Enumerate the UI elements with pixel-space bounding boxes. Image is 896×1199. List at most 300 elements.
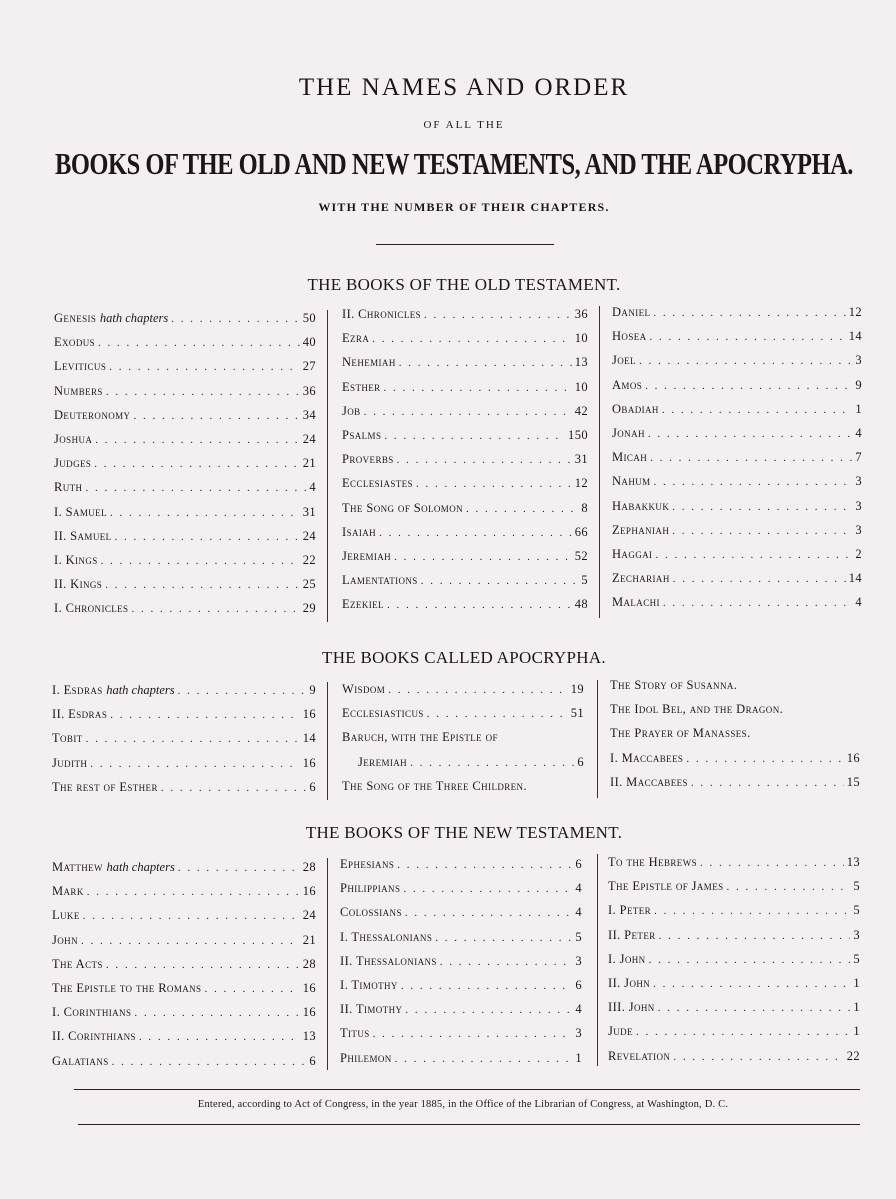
book-name: II. Corinthians bbox=[52, 1029, 136, 1044]
chapter-count: 9 bbox=[855, 377, 862, 392]
dot-leader bbox=[101, 555, 300, 567]
book-row bbox=[54, 601, 316, 617]
book-entry bbox=[342, 501, 466, 516]
dot-leader bbox=[648, 428, 852, 440]
dot-leader bbox=[399, 357, 572, 369]
book-entry bbox=[342, 597, 387, 612]
dot-leader bbox=[424, 309, 572, 321]
book-entry bbox=[608, 976, 653, 991]
book-row bbox=[612, 474, 862, 490]
book-row bbox=[52, 731, 316, 747]
chapter-count: 24 bbox=[302, 432, 316, 446]
book-name: I. Samuel bbox=[54, 504, 107, 519]
chapter-count: 4 bbox=[575, 905, 582, 920]
book-row bbox=[612, 547, 862, 563]
chapter-count: 24 bbox=[302, 908, 316, 923]
book-name: Exodus bbox=[54, 335, 96, 350]
heading-line-2: OF ALL THE bbox=[423, 119, 505, 131]
book-name: II. Timothy bbox=[340, 1002, 403, 1017]
book-name: Hosea bbox=[612, 329, 647, 344]
book-name: Isaiah bbox=[342, 524, 377, 539]
book-entry bbox=[608, 952, 649, 967]
dot-leader bbox=[440, 956, 573, 968]
dot-leader bbox=[85, 482, 306, 494]
book-entry bbox=[610, 678, 740, 693]
book-entry bbox=[342, 755, 410, 770]
book-entry bbox=[52, 683, 178, 698]
book-entry bbox=[54, 553, 101, 568]
book-entry bbox=[52, 780, 161, 795]
chapter-count: 15 bbox=[846, 774, 860, 789]
book-entry bbox=[52, 1054, 112, 1069]
book-entry bbox=[342, 452, 397, 467]
book-row bbox=[54, 432, 316, 448]
book-row bbox=[340, 1002, 582, 1018]
book-row bbox=[342, 404, 588, 420]
chapter-count: 29 bbox=[302, 601, 316, 616]
book-name: I. Kings bbox=[54, 553, 98, 567]
dot-leader bbox=[686, 753, 843, 765]
book-entry bbox=[52, 1005, 134, 1020]
book-row bbox=[608, 1049, 860, 1065]
book-name: Philippians bbox=[340, 881, 401, 896]
book-name: John bbox=[52, 932, 78, 947]
book-row bbox=[612, 329, 862, 345]
book-entry bbox=[54, 311, 171, 326]
book-entry bbox=[612, 329, 650, 344]
chapter-count: 12 bbox=[848, 305, 862, 319]
dot-leader bbox=[397, 454, 572, 466]
dot-leader bbox=[178, 862, 300, 874]
book-name: Colossians bbox=[340, 905, 402, 920]
dot-leader bbox=[131, 603, 299, 615]
chapter-count: 5 bbox=[575, 929, 582, 944]
book-entry bbox=[342, 730, 501, 745]
dot-leader bbox=[83, 910, 300, 922]
chapter-count: 24 bbox=[302, 528, 316, 543]
footer-rule-top bbox=[74, 1089, 860, 1090]
book-row bbox=[54, 553, 316, 569]
dot-leader bbox=[395, 1053, 573, 1065]
book-name: Jeremiah bbox=[358, 754, 408, 769]
book-row bbox=[608, 903, 860, 919]
book-name: II. John bbox=[608, 976, 651, 990]
book-row bbox=[342, 428, 588, 444]
book-row bbox=[342, 706, 584, 722]
book-row bbox=[342, 597, 588, 613]
chapter-count: 4 bbox=[309, 480, 316, 495]
book-entry bbox=[342, 428, 384, 443]
book-name: Ecclesiastes bbox=[342, 476, 413, 491]
chapter-count: 3 bbox=[575, 953, 582, 968]
book-name: Jeremiah bbox=[342, 549, 392, 563]
book-row bbox=[340, 930, 582, 946]
dot-leader bbox=[204, 983, 299, 995]
chapter-count: 4 bbox=[575, 1002, 582, 1017]
book-name: Obadiah bbox=[612, 401, 659, 416]
book-entry bbox=[342, 380, 384, 395]
book-name: Haggai bbox=[612, 547, 653, 561]
chapter-count: 16 bbox=[302, 707, 316, 722]
book-entry bbox=[612, 353, 639, 368]
dot-leader bbox=[672, 501, 852, 513]
book-row bbox=[342, 755, 584, 771]
dot-leader bbox=[81, 935, 300, 947]
chapter-count: 5 bbox=[853, 879, 860, 894]
book-row bbox=[52, 756, 316, 772]
book-entry bbox=[612, 426, 648, 441]
book-name: Ezekiel bbox=[342, 597, 384, 612]
book-name: Leviticus bbox=[54, 359, 107, 374]
book-name: Mark bbox=[52, 884, 84, 899]
chapter-count: 36 bbox=[574, 307, 588, 321]
book-name: Esther bbox=[342, 379, 381, 394]
book-entry bbox=[342, 779, 530, 794]
book-row bbox=[608, 1024, 860, 1040]
book-row bbox=[52, 1054, 316, 1070]
dot-leader bbox=[410, 757, 574, 769]
chapter-count: 4 bbox=[855, 426, 862, 440]
book-entry bbox=[54, 432, 95, 447]
book-row bbox=[612, 353, 862, 369]
dot-leader bbox=[139, 1031, 300, 1043]
book-row bbox=[52, 884, 316, 900]
book-name: Wisdom bbox=[342, 682, 386, 696]
chapter-count: 4 bbox=[855, 595, 862, 610]
dot-leader bbox=[672, 525, 852, 537]
dot-leader bbox=[421, 575, 579, 587]
chapter-count: 51 bbox=[570, 706, 584, 721]
book-name: Jude bbox=[608, 1024, 633, 1039]
dot-leader bbox=[403, 883, 572, 895]
chapter-count: 31 bbox=[574, 452, 588, 467]
dot-leader bbox=[95, 434, 299, 446]
dot-leader bbox=[650, 452, 852, 464]
book-entry bbox=[608, 1049, 673, 1064]
dot-leader bbox=[387, 599, 572, 611]
book-entry bbox=[612, 547, 655, 562]
dot-leader bbox=[110, 709, 299, 721]
dot-leader bbox=[178, 685, 307, 697]
book-entry bbox=[612, 450, 650, 465]
book-entry bbox=[52, 756, 90, 771]
book-entry bbox=[342, 355, 399, 370]
book-row bbox=[342, 549, 588, 565]
dot-leader bbox=[401, 980, 573, 992]
chapter-count: 13 bbox=[574, 355, 588, 370]
book-entry bbox=[612, 378, 645, 393]
book-entry bbox=[54, 408, 133, 423]
chapter-count: 16 bbox=[302, 981, 316, 995]
book-entry bbox=[52, 1029, 139, 1044]
book-row bbox=[342, 380, 588, 396]
book-name: I. Esdras bbox=[52, 683, 103, 697]
book-entry bbox=[610, 751, 686, 766]
dot-leader bbox=[105, 579, 299, 591]
book-name: II. Maccabees bbox=[610, 774, 688, 789]
dot-leader bbox=[727, 881, 851, 893]
chapter-count: 50 bbox=[302, 311, 316, 325]
dot-leader bbox=[639, 355, 852, 367]
dot-leader bbox=[106, 959, 300, 971]
book-row bbox=[52, 1005, 316, 1021]
chapter-count: 6 bbox=[577, 754, 584, 769]
dot-leader bbox=[109, 361, 299, 373]
book-name: I. Peter bbox=[608, 903, 652, 918]
book-name: I. Maccabees bbox=[610, 750, 684, 765]
book-name: The Idol Bel, and the Dragon. bbox=[610, 702, 784, 717]
old-testament-title: THE BOOKS OF THE OLD TESTAMENT. bbox=[307, 275, 621, 294]
book-name: Tobit bbox=[52, 731, 83, 746]
book-name: Zechariah bbox=[612, 571, 670, 586]
chapter-count: 6 bbox=[575, 978, 582, 992]
chapter-count: 150 bbox=[568, 428, 588, 442]
chapter-count: 21 bbox=[302, 932, 316, 947]
book-name: Numbers bbox=[54, 383, 103, 398]
book-name: Amos bbox=[612, 377, 643, 392]
book-row bbox=[342, 501, 588, 517]
book-name: Galatians bbox=[52, 1053, 109, 1068]
book-row bbox=[612, 595, 862, 611]
book-entry bbox=[340, 881, 403, 896]
book-row bbox=[612, 402, 862, 418]
book-name: Psalms bbox=[342, 428, 382, 442]
book-row bbox=[52, 957, 316, 973]
chapter-count: 6 bbox=[309, 779, 316, 794]
chapter-count: 13 bbox=[302, 1029, 316, 1044]
chapter-count: 40 bbox=[302, 335, 316, 350]
book-row bbox=[340, 857, 582, 873]
book-name: II. Samuel bbox=[54, 528, 112, 543]
chapter-count: 25 bbox=[302, 577, 316, 592]
dot-leader bbox=[384, 382, 572, 394]
new-testament-title: THE BOOKS OF THE NEW TESTAMENT. bbox=[305, 823, 623, 842]
book-row bbox=[342, 730, 584, 746]
column-divider bbox=[327, 682, 328, 800]
book-name: Malachi bbox=[612, 595, 660, 610]
footer-rule-bottom bbox=[78, 1124, 860, 1125]
book-row bbox=[340, 1051, 582, 1067]
dot-leader bbox=[691, 777, 844, 789]
book-entry bbox=[54, 335, 98, 350]
chapter-count: 66 bbox=[574, 524, 588, 539]
book-row bbox=[54, 480, 316, 496]
dot-leader bbox=[663, 597, 852, 609]
book-row bbox=[612, 450, 862, 466]
chapter-count: 21 bbox=[302, 456, 316, 471]
apocrypha-title: THE BOOKS CALLED APOCRYPHA. bbox=[322, 648, 606, 667]
book-name: Ephesians bbox=[340, 857, 395, 871]
dot-leader bbox=[94, 458, 299, 470]
book-name: Baruch, with the Epistle of bbox=[342, 730, 498, 745]
book-row bbox=[608, 1000, 860, 1016]
chapter-count: 34 bbox=[302, 407, 316, 422]
dot-leader bbox=[653, 978, 850, 990]
dot-leader bbox=[658, 1002, 851, 1014]
dot-leader bbox=[649, 954, 851, 966]
chapter-count: 5 bbox=[853, 903, 860, 918]
book-entry bbox=[608, 928, 659, 943]
book-entry bbox=[612, 402, 662, 417]
book-row bbox=[612, 378, 862, 394]
chapter-count: 3 bbox=[855, 474, 862, 489]
dot-leader bbox=[659, 930, 851, 942]
book-entry bbox=[342, 682, 388, 697]
dot-leader bbox=[645, 380, 852, 392]
book-entry bbox=[610, 775, 691, 790]
book-entry bbox=[340, 1026, 373, 1041]
chapter-count: 5 bbox=[581, 573, 588, 588]
book-name: Lamentations bbox=[342, 573, 418, 588]
dot-leader bbox=[161, 782, 306, 794]
book-name: Nahum bbox=[612, 474, 651, 489]
chapter-count: 1 bbox=[853, 1024, 860, 1039]
chapters-note: hath chapters bbox=[106, 860, 175, 874]
book-row bbox=[54, 408, 316, 424]
chapter-count: 14 bbox=[302, 731, 316, 746]
dot-leader bbox=[134, 1007, 299, 1019]
dot-leader bbox=[86, 733, 300, 745]
dot-leader bbox=[673, 573, 846, 585]
chapter-count: 3 bbox=[575, 1026, 582, 1041]
book-entry bbox=[342, 476, 416, 491]
book-row bbox=[608, 879, 860, 895]
book-row bbox=[52, 860, 316, 876]
chapter-count: 28 bbox=[302, 860, 316, 874]
chapter-count: 1 bbox=[855, 401, 862, 416]
dot-leader bbox=[384, 430, 565, 442]
book-row bbox=[610, 751, 860, 767]
dot-leader bbox=[115, 531, 300, 543]
dot-leader bbox=[90, 758, 299, 770]
column-divider bbox=[599, 306, 600, 618]
book-entry bbox=[54, 384, 106, 399]
chapter-count: 6 bbox=[575, 857, 582, 871]
book-entry bbox=[608, 855, 700, 870]
book-entry bbox=[54, 529, 115, 544]
book-row bbox=[52, 683, 316, 699]
book-row bbox=[54, 384, 316, 400]
chapter-count: 10 bbox=[574, 331, 588, 346]
book-name: The rest of Esther bbox=[52, 779, 158, 794]
book-row bbox=[610, 726, 860, 742]
dot-leader bbox=[654, 476, 853, 488]
book-name: Revelation bbox=[608, 1048, 671, 1063]
book-row bbox=[608, 976, 860, 992]
book-name: The Song of the Three Children. bbox=[342, 778, 527, 793]
book-entry bbox=[340, 930, 435, 945]
book-entry bbox=[52, 731, 86, 746]
book-name: Judges bbox=[54, 456, 92, 471]
copyright-footer: Entered, according to Act of Congress, in the year 1885, in the Office of the Librarian of Congress, at Washington, D. C. bbox=[197, 1099, 729, 1110]
dot-leader bbox=[98, 337, 300, 349]
book-entry bbox=[342, 404, 364, 419]
book-name: Philemon bbox=[340, 1050, 392, 1065]
book-row bbox=[54, 456, 316, 472]
book-name: Nehemiah bbox=[342, 355, 396, 370]
book-entry bbox=[340, 857, 397, 872]
book-row bbox=[54, 359, 316, 375]
chapter-count: 22 bbox=[846, 1048, 860, 1063]
book-row bbox=[54, 577, 316, 593]
dot-leader bbox=[106, 386, 300, 398]
book-name: The Epistle to the Romans bbox=[52, 981, 202, 995]
book-entry bbox=[52, 981, 204, 996]
book-name: To the Hebrews bbox=[608, 855, 698, 869]
dot-leader bbox=[405, 907, 572, 919]
book-entry bbox=[340, 905, 405, 920]
book-entry bbox=[612, 305, 653, 320]
dot-leader bbox=[394, 551, 572, 563]
book-row bbox=[52, 908, 316, 924]
book-entry bbox=[608, 1000, 658, 1015]
book-row bbox=[612, 499, 862, 515]
dot-leader bbox=[700, 857, 844, 869]
book-row bbox=[610, 775, 860, 791]
book-row bbox=[342, 682, 584, 698]
book-entry bbox=[342, 573, 421, 588]
book-entry bbox=[612, 571, 673, 586]
book-row bbox=[342, 355, 588, 371]
book-row bbox=[612, 426, 862, 442]
dot-leader bbox=[416, 478, 572, 490]
book-row bbox=[612, 305, 862, 321]
chapter-count: 4 bbox=[575, 881, 582, 896]
book-name: Zephaniah bbox=[612, 522, 670, 537]
dot-leader bbox=[133, 410, 299, 422]
book-name: Joel bbox=[612, 353, 636, 368]
book-name: The Song of Solomon bbox=[342, 500, 464, 515]
book-row bbox=[52, 780, 316, 796]
chapter-count: 19 bbox=[570, 682, 584, 696]
chapter-count: 3 bbox=[855, 353, 862, 368]
chapter-count: 10 bbox=[574, 379, 588, 394]
book-row bbox=[52, 1029, 316, 1045]
book-row bbox=[54, 311, 316, 327]
chapter-count: 14 bbox=[848, 571, 862, 586]
book-name: I. Thessalonians bbox=[340, 929, 433, 944]
heading-line-1: THE NAMES AND ORDER bbox=[298, 74, 630, 101]
book-name: Ecclesiasticus bbox=[342, 706, 424, 721]
book-name: Joshua bbox=[54, 432, 93, 446]
dot-leader bbox=[655, 549, 852, 561]
book-row bbox=[608, 855, 860, 871]
book-entry bbox=[54, 359, 109, 374]
chapter-count: 16 bbox=[302, 755, 316, 770]
book-entry bbox=[52, 957, 106, 972]
chapter-count: 2 bbox=[855, 547, 862, 561]
dot-leader bbox=[427, 708, 568, 720]
dot-leader bbox=[653, 307, 845, 319]
book-name: I. Corinthians bbox=[52, 1005, 132, 1020]
dot-leader bbox=[171, 313, 299, 325]
book-entry bbox=[342, 331, 372, 346]
chapter-count: 22 bbox=[302, 553, 316, 567]
book-name: II. Kings bbox=[54, 577, 103, 592]
book-entry bbox=[608, 1024, 636, 1039]
book-name: Titus bbox=[340, 1026, 370, 1041]
chapter-count: 6 bbox=[309, 1053, 316, 1068]
decorative-rule bbox=[376, 244, 554, 245]
book-row bbox=[54, 529, 316, 545]
book-row bbox=[342, 452, 588, 468]
book-entry bbox=[52, 933, 81, 948]
book-entry bbox=[610, 702, 786, 717]
book-name: Deuteronomy bbox=[54, 407, 131, 422]
book-name: Genesis bbox=[54, 311, 97, 325]
book-row bbox=[52, 981, 316, 997]
chapter-count: 8 bbox=[581, 500, 588, 515]
